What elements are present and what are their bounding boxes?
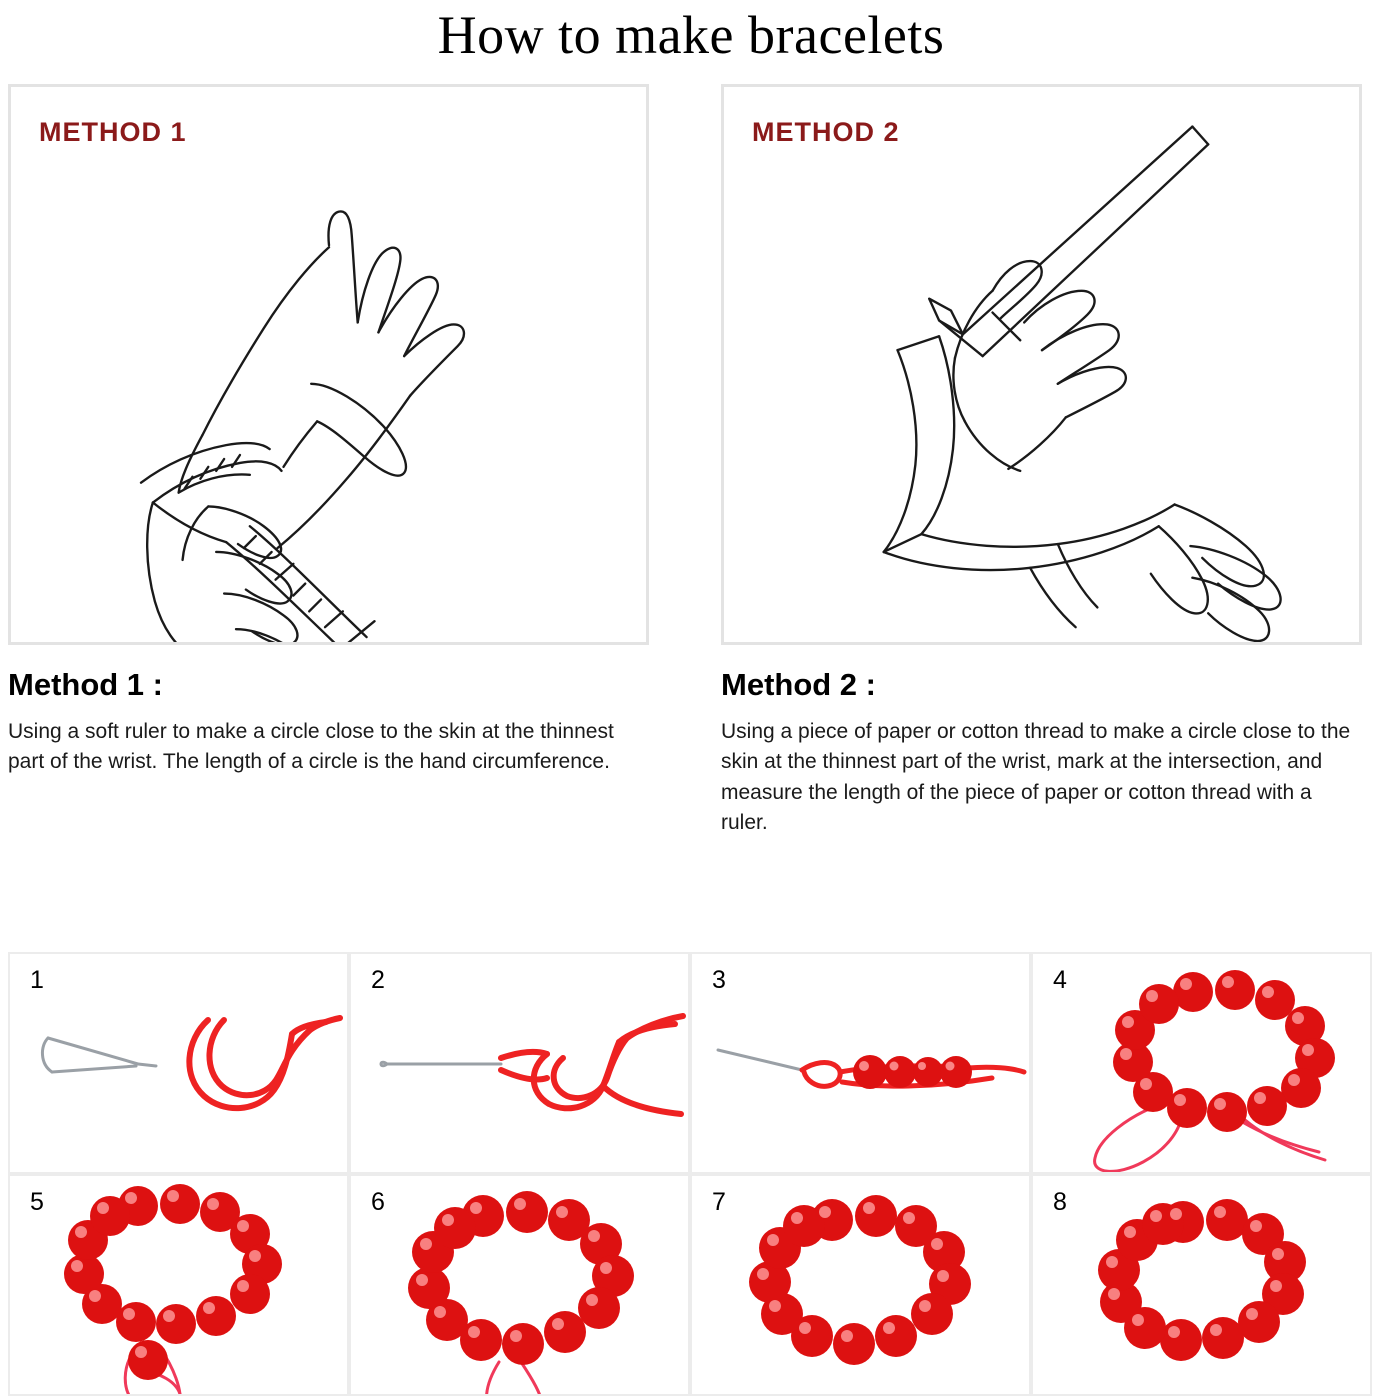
- step-cell-5: [8, 1174, 349, 1396]
- step-cell-2: [349, 952, 690, 1174]
- cord-threaded-through-needle-icon: [351, 954, 688, 1172]
- step-cell-7: [690, 1174, 1031, 1396]
- method-1-body: Using a soft ruler to make a circle close to the skin at the thinnest part of the wrist. The length of a circle is the hand circumference.: [8, 720, 614, 774]
- step-cell-6: [349, 1174, 690, 1396]
- hand-with-paper-strip-and-pen-icon: [724, 87, 1359, 642]
- methods-section: [0, 66, 1382, 839]
- method-1-heading: Method 1 :: [8, 667, 163, 702]
- step-number: 4: [1053, 966, 1067, 994]
- method-1-column: [8, 84, 649, 839]
- method-2-heading: Method 2 :: [721, 667, 876, 702]
- step-number: 2: [371, 966, 385, 994]
- method-2-tag: METHOD 2: [752, 117, 900, 147]
- steps-row-bottom: [8, 1174, 1374, 1396]
- beaded-loop-tightening-icon: [10, 1176, 347, 1394]
- beaded-bracelet-with-knot-tails-icon: [351, 1176, 688, 1394]
- method-2-illustration-box: [721, 84, 1362, 645]
- hand-with-soft-ruler-icon: [11, 87, 646, 642]
- finished-beaded-bracelet-icon: [692, 1176, 1029, 1394]
- method-2-body: Using a piece of paper or cotton thread to make a circle close to the skin at the thinnest part of the wrist, mark at the intersection, and measure the length of the piece of paper or cotton thread with a ruler.: [721, 720, 1351, 835]
- step-number: 3: [712, 966, 726, 994]
- beads-strung-on-cord-icon: [692, 954, 1029, 1172]
- step-cell-8: [1031, 1174, 1372, 1396]
- steps-section: [8, 952, 1374, 1396]
- page-title: How to make bracelets: [437, 5, 945, 65]
- method-2-column: [721, 84, 1362, 839]
- step-number: 6: [371, 1188, 385, 1216]
- needle-and-folded-red-cord-icon: [10, 954, 347, 1172]
- step-number: 5: [30, 1188, 44, 1216]
- finished-beaded-bracelet-closed-icon: [1033, 1176, 1370, 1394]
- beaded-loop-with-loose-cords-icon: [1033, 954, 1370, 1172]
- step-cell-3: [690, 952, 1031, 1174]
- step-number: 8: [1053, 1188, 1067, 1216]
- method-1-tag: METHOD 1: [39, 117, 187, 147]
- step-cell-4: [1031, 952, 1372, 1174]
- method-1-illustration-box: [8, 84, 649, 645]
- step-number: 1: [30, 966, 44, 994]
- step-cell-1: [8, 952, 349, 1174]
- step-number: 7: [712, 1188, 726, 1216]
- steps-row-top: [8, 952, 1374, 1174]
